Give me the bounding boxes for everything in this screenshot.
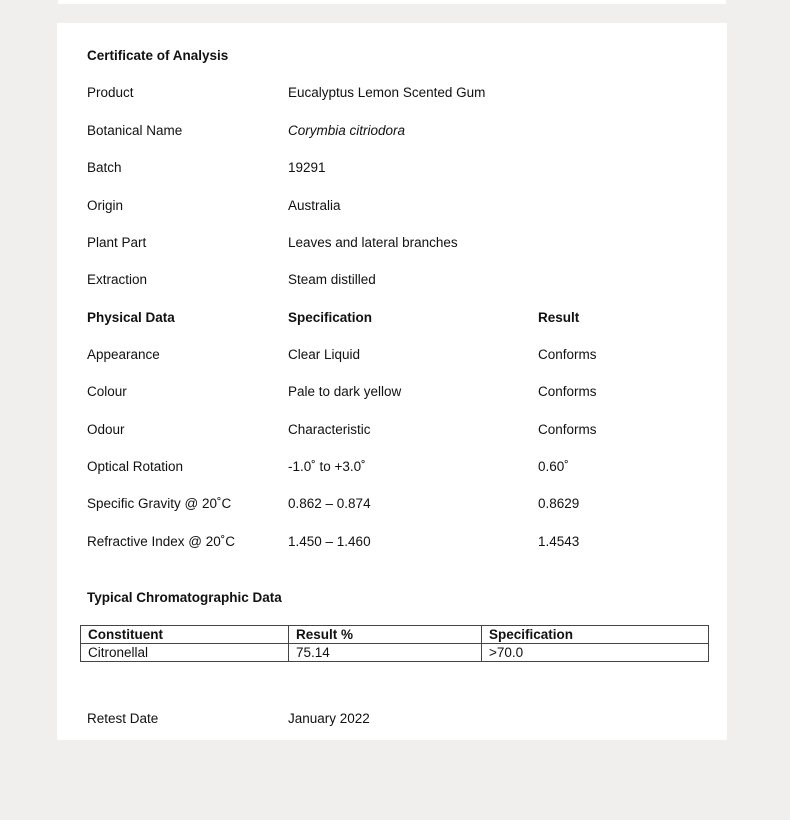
physical-row-spec: Clear Liquid	[288, 347, 361, 362]
physical-row-param: Specific Gravity @ 20˚C	[87, 496, 232, 511]
physical-header-param: Physical Data	[87, 310, 175, 325]
info-label-product: Product	[87, 85, 134, 100]
table-header-row	[81, 626, 709, 644]
physical-row-result: Conforms	[538, 422, 597, 437]
physical-row-spec: Pale to dark yellow	[288, 384, 402, 399]
table-cell-constituent: Citronellal	[81, 644, 289, 662]
info-value-plant-part: Leaves and lateral branches	[288, 235, 458, 250]
table-cell-specification: >70.0	[482, 644, 709, 662]
chromatographic-heading: Typical Chromatographic Data	[87, 590, 282, 605]
physical-row-result: 1.4543	[538, 534, 580, 549]
physical-row-result: Conforms	[538, 384, 597, 399]
info-value-extraction: Steam distilled	[288, 272, 376, 287]
info-label-batch: Batch	[87, 160, 122, 175]
physical-row-param: Odour	[87, 422, 125, 437]
chromatographic-table	[80, 625, 709, 662]
table-header-result: Result %	[289, 626, 482, 644]
physical-row-param: Colour	[87, 384, 127, 399]
retest-date-value: January 2022	[288, 711, 370, 726]
certificate-page	[57, 23, 727, 740]
info-value-batch: 19291	[288, 160, 326, 175]
physical-row-result: 0.60˚	[538, 459, 569, 474]
info-value-origin: Australia	[288, 198, 341, 213]
physical-header-result: Result	[538, 310, 580, 325]
physical-row-result: Conforms	[538, 347, 597, 362]
info-label-origin: Origin	[87, 198, 124, 213]
table-header-specification: Specification	[482, 626, 709, 644]
previous-page-edge	[58, 0, 726, 4]
physical-row-result: 0.8629	[538, 496, 580, 511]
physical-row-spec: 0.862 – 0.874	[288, 496, 371, 511]
document-title: Certificate of Analysis	[87, 48, 229, 63]
physical-header-spec: Specification	[288, 310, 373, 325]
table-row	[81, 644, 709, 662]
physical-row-spec: -1.0˚ to +3.0˚	[288, 459, 366, 474]
info-value-product: Eucalyptus Lemon Scented Gum	[288, 85, 486, 100]
physical-row-param: Appearance	[87, 347, 160, 362]
table-cell-result: 75.14	[289, 644, 482, 662]
physical-row-param: Optical Rotation	[87, 459, 184, 474]
info-label-extraction: Extraction	[87, 272, 148, 287]
physical-row-param: Refractive Index @ 20˚C	[87, 534, 236, 549]
table-header-constituent: Constituent	[81, 626, 289, 644]
info-label-botanical-name: Botanical Name	[87, 123, 183, 138]
physical-row-spec: 1.450 – 1.460	[288, 534, 371, 549]
info-value-botanical-name: Corymbia citriodora	[288, 123, 406, 138]
retest-date-label: Retest Date	[87, 711, 159, 726]
info-label-plant-part: Plant Part	[87, 235, 147, 250]
physical-row-spec: Characteristic	[288, 422, 371, 437]
